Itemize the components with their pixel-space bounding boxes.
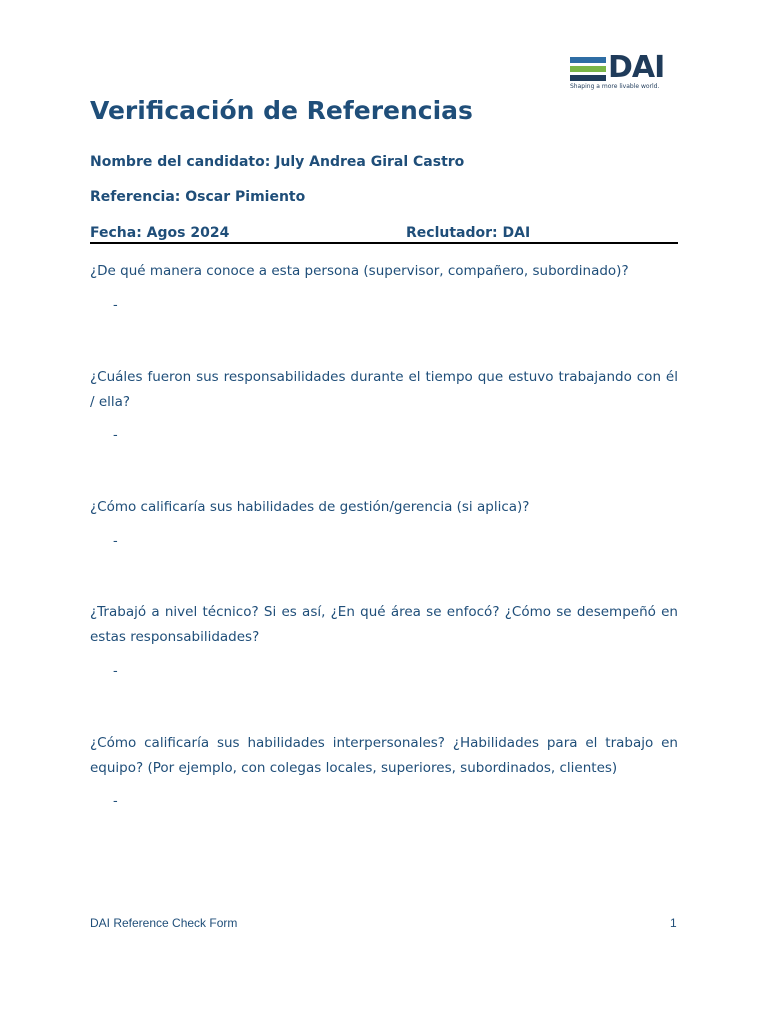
question-5: ¿Cómo calificaría sus habilidades interpersonales? ¿Habilidades para el trabajo en equipo? (Por ejemplo, con colegas locales, superiores, subordinados, clientes): [90, 735, 678, 776]
candidate-name: Nombre del candidato: July Andrea Giral Castro: [90, 154, 465, 170]
answer-2: -: [113, 428, 118, 443]
logo-stripe-navy: [570, 75, 606, 81]
answer-4: -: [113, 664, 118, 679]
question-2: ¿Cuáles fueron sus responsabilidades durante el tiempo que estuvo trabajando con él / ella?: [90, 369, 678, 410]
logo-stripes-icon: [570, 57, 606, 81]
answer-3: -: [113, 534, 118, 549]
question-3: ¿Cómo calificaría sus habilidades de gestión/gerencia (si aplica)?: [90, 499, 530, 515]
logo-stripe-blue: [570, 57, 606, 63]
dai-logo: [570, 50, 670, 93]
question-1: ¿De qué manera conoce a esta persona (supervisor, compañero, subordinado)?: [90, 263, 629, 279]
reference-name: Referencia: Oscar Pimiento: [90, 189, 306, 205]
header-divider: [90, 242, 678, 244]
question-4: ¿Trabajó a nivel técnico? Si es así, ¿En qué área se enfocó? ¿Cómo se desempeñó en estas responsabilidades?: [90, 604, 678, 645]
logo-wordmark: DAI: [608, 50, 665, 85]
answer-1: -: [113, 298, 118, 313]
page-number: 1: [670, 916, 677, 930]
date-field: Fecha: Agos 2024: [90, 225, 230, 241]
logo-stripe-green: [570, 66, 606, 72]
page-title: Verificación de Referencias: [90, 96, 473, 125]
footer-label: DAI Reference Check Form: [90, 916, 238, 930]
answer-5: -: [113, 794, 118, 809]
logo-tagline: Shaping a more livable world.: [570, 83, 660, 90]
recruiter-field: Reclutador: DAI: [406, 225, 531, 241]
